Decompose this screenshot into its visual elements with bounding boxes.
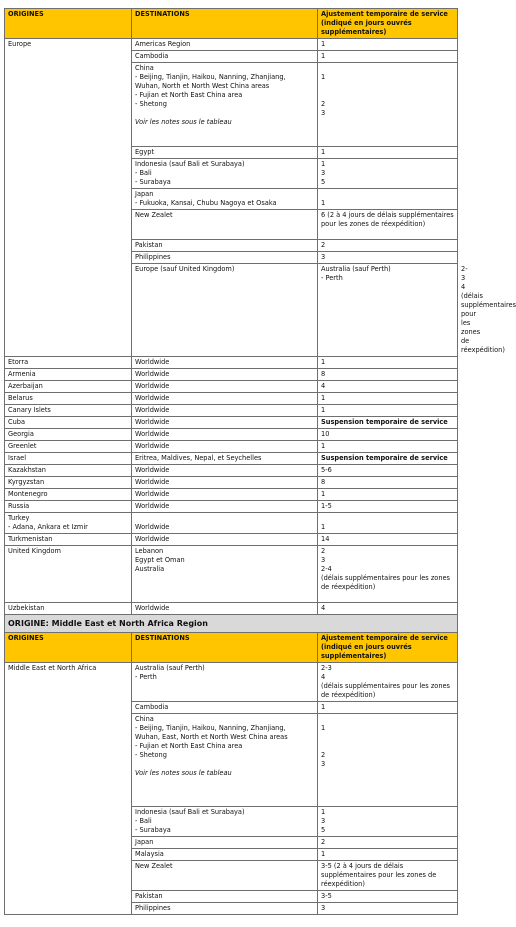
cell-line: 3-5 (2 à 4 jours de délais supplémentaires pour les zones de réexpédition) (321, 862, 437, 888)
adjustment-cell (318, 837, 458, 849)
cell-line: 1 (321, 160, 326, 168)
adjustment-cell (318, 489, 458, 501)
cell-line (321, 796, 454, 805)
cell-line: 1 (321, 724, 326, 732)
cell-line: - Perth (321, 274, 343, 282)
cell-line (321, 118, 454, 127)
cell-line: 1 (321, 73, 326, 81)
origin-cell: Greenlet (5, 441, 132, 453)
cell-line: 1 (321, 40, 326, 48)
cell-line: 10 (321, 430, 330, 438)
cell-line: 4 (321, 604, 326, 612)
table-row (5, 477, 458, 489)
cell-line: 2 (321, 241, 326, 249)
adjustment-cell (318, 381, 458, 393)
destination-cell (132, 534, 318, 546)
cell-line (321, 733, 454, 742)
cell-line: 3 (321, 904, 326, 912)
cell-line: 1-5 (321, 502, 332, 510)
destination-cell (132, 252, 318, 264)
adjustment-cell (318, 477, 458, 489)
cell-line: Australia (sauf Perth) (135, 664, 205, 672)
cell-line: 6 (2 à 4 jours de délais supplémentaires pour les zones de réexpédition) (321, 211, 454, 228)
cell-line: - Fujian et North East China area (135, 91, 243, 99)
cell-line: Japan (135, 190, 154, 198)
cell-line (135, 796, 314, 805)
cell-line (135, 871, 314, 880)
cell-line (321, 82, 454, 91)
cell-line: Worldwide (135, 466, 170, 474)
cell-line (321, 514, 454, 523)
cell-line (135, 760, 314, 769)
cell-line: 1 (321, 199, 326, 207)
section-title-row (5, 615, 458, 633)
header-adjustment: Ajustement temporaire de service (indiqué en jours ouvrés supplémentaires) (318, 633, 458, 663)
adjustment-cell (318, 417, 458, 429)
origin-cell: Azerbaijan (5, 381, 132, 393)
adjustment-cell (318, 429, 458, 441)
cell-line (135, 109, 314, 118)
destination-cell (132, 489, 318, 501)
cell-line (135, 229, 314, 238)
cell-line: 3-5 (321, 892, 332, 900)
cell-line: 5 (321, 178, 326, 186)
cell-line: - Beijing, Tianjin, Haikou, Nanning, Zhanjiang, (135, 724, 286, 732)
cell-line: - Fujian et North East China area (135, 742, 243, 750)
cell-line: 3 (321, 109, 326, 117)
origin-cell: Uzbekistan (5, 603, 132, 615)
cell-line: Philippines (135, 253, 171, 261)
cell-line (135, 574, 314, 583)
header-origins: ORIGINES (5, 9, 132, 39)
cell-line: Pakistan (135, 892, 163, 900)
cell-line: New Zealet (135, 211, 173, 219)
cell-line: Worldwide (135, 442, 170, 450)
cell-line: Voir les notes sous le tableau (135, 118, 232, 126)
origin-cell: Europe (sauf United Kingdom) (132, 264, 318, 357)
cell-line (321, 292, 454, 301)
adjustment-cell (318, 891, 458, 903)
header-adjustment: Ajustement temporaire de service (indiqué en jours ouvrés supplémentaires) (318, 9, 458, 39)
table-row (5, 501, 458, 513)
adjustment-cell (318, 714, 458, 807)
adjustment-cell (318, 240, 458, 252)
adjustment-cell (318, 405, 458, 417)
table-row (5, 465, 458, 477)
destination-cell (132, 417, 318, 429)
table-header-row (5, 633, 458, 663)
table-row (5, 453, 458, 465)
table-row (5, 513, 458, 534)
adjustment-cell (318, 849, 458, 861)
cell-line: 2 (321, 100, 326, 108)
cell-line: Worldwide (135, 478, 170, 486)
cell-line: Malaysia (135, 850, 164, 858)
cell-line: - Surabaya (135, 826, 171, 834)
destination-cell (132, 465, 318, 477)
cell-line: 4 (321, 673, 326, 681)
cell-line (321, 136, 454, 145)
destination-cell (132, 405, 318, 417)
adjustment-cell (318, 252, 458, 264)
cell-line: (délais supplémentaires pour les zones de réexpédition) (321, 574, 450, 591)
adjustment-cell (318, 441, 458, 453)
cell-line: 1 (321, 148, 326, 156)
cell-line (321, 190, 454, 199)
adjustment-cell (318, 210, 458, 240)
section-title: ORIGINE: Middle East et North Africa Region (5, 615, 458, 633)
cell-line (135, 220, 314, 229)
table-row (5, 546, 458, 603)
adjustment-cell (318, 189, 458, 210)
destination-cell (132, 147, 318, 159)
cell-line: Worldwide (135, 523, 170, 531)
cell-line: Egypt (135, 148, 155, 156)
origin-cell: United Kingdom (5, 546, 132, 603)
cell-line: Eritrea, Maldives, Nepal, et Seychelles (135, 454, 262, 462)
destination-cell (132, 393, 318, 405)
cell-line: 3 (321, 169, 326, 177)
cell-line: Worldwide (135, 418, 170, 426)
cell-line: China (135, 715, 154, 723)
adjustment-cell (318, 51, 458, 63)
table-row (5, 357, 458, 369)
header-destinations: DESTINATIONS (132, 633, 318, 663)
cell-line: Worldwide (135, 358, 170, 366)
destination-cell (132, 429, 318, 441)
table-row (5, 417, 458, 429)
cell-line: Worldwide (135, 604, 170, 612)
adjustment-cell (318, 393, 458, 405)
destination-cell (132, 903, 318, 915)
cell-line: - Fukuoka, Kansai, Chubu Nagoya et Osaka (135, 199, 277, 207)
cell-line: 2 (321, 547, 326, 555)
cell-line: Indonesia (sauf Bali et Surabaya) (135, 160, 245, 168)
cell-line: 1 (321, 808, 326, 816)
cell-line (135, 136, 314, 145)
header-destinations: DESTINATIONS (132, 9, 318, 39)
table-row (5, 663, 458, 702)
origin-cell: Middle East et North Africa (5, 663, 132, 915)
cell-line: China (135, 64, 154, 72)
cell-line (321, 64, 454, 73)
cell-line: Worldwide (135, 406, 170, 414)
cell-line: 3 (321, 253, 326, 261)
cell-line: Worldwide (135, 502, 170, 510)
cell-line (135, 787, 314, 796)
cell-line: Cambodia (135, 52, 169, 60)
cell-line: 3 (321, 817, 326, 825)
cell-line: Japan (135, 838, 154, 846)
cell-line: Worldwide (135, 535, 170, 543)
adjustment-cell (318, 147, 458, 159)
destination-cell (132, 240, 318, 252)
cell-line: - Perth (135, 673, 157, 681)
cell-line: Indonesia (sauf Bali et Surabaya) (135, 808, 245, 816)
cell-line: Suspension temporaire de service (321, 454, 448, 462)
cell-line: Worldwide (135, 382, 170, 390)
origin-cell: Canary Islets (5, 405, 132, 417)
table-row (5, 603, 458, 615)
cell-line (135, 778, 314, 787)
table-row (5, 39, 458, 51)
service-adjustment-document (4, 8, 516, 915)
cell-line: 1 (321, 442, 326, 450)
destination-cell (132, 39, 318, 51)
cell-line (135, 880, 314, 889)
cell-line (321, 787, 454, 796)
origin-cell: Turkey - Adana, Ankara et Izmir (5, 513, 132, 534)
destination-cell (132, 210, 318, 240)
cell-line: 1 (321, 703, 326, 711)
cell-line (135, 514, 314, 523)
destination-cell (132, 159, 318, 189)
table-header-row (5, 9, 458, 39)
adjustment-cell (318, 63, 458, 147)
cell-line: - Shetong (135, 100, 167, 108)
cell-line: - Beijing, Tianjin, Haikou, Nanning, Zhanjiang, (135, 73, 286, 81)
cell-line (321, 127, 454, 136)
cell-line (321, 91, 454, 100)
cell-line (135, 691, 314, 700)
destination-cell (132, 51, 318, 63)
cell-line: Americas Region (135, 40, 191, 48)
cell-line: 2-4 (321, 565, 332, 573)
cell-line: 14 (321, 535, 330, 543)
cell-line: Voir les notes sous le tableau (135, 769, 232, 777)
destination-cell (132, 381, 318, 393)
cell-line: 1 (321, 406, 326, 414)
cell-line: 2 (321, 838, 326, 846)
cell-line: Suspension temporaire de service (321, 418, 448, 426)
cell-line (321, 715, 454, 724)
cell-line (321, 283, 454, 292)
cell-line: 1 (321, 358, 326, 366)
service-table (4, 8, 516, 915)
cell-line: Egypt et Oman (135, 556, 185, 564)
destination-cell (132, 807, 318, 837)
adjustment-cell (318, 39, 458, 51)
cell-line: Pakistan (135, 241, 163, 249)
cell-line (135, 592, 314, 601)
cell-line: 1 (321, 52, 326, 60)
cell-line: New Zealet (135, 862, 173, 870)
destination-cell (132, 189, 318, 210)
origin-cell: Kazakhstan (5, 465, 132, 477)
cell-line: 2-3 (321, 664, 332, 672)
origin-cell: Kyrgyzstan (5, 477, 132, 489)
origin-cell: Montenegro (5, 489, 132, 501)
cell-line: 1 (321, 523, 326, 531)
table-row (5, 405, 458, 417)
origin-cell: Belarus (5, 393, 132, 405)
cell-line: 8 (321, 370, 326, 378)
adjustment-cell (318, 465, 458, 477)
origin-cell: Israel (5, 453, 132, 465)
adjustment-cell (318, 534, 458, 546)
table-row (5, 369, 458, 381)
cell-line: - Bali (135, 169, 152, 177)
destination-cell (132, 477, 318, 489)
adjustment-cell (318, 357, 458, 369)
adjustment-cell (318, 603, 458, 615)
table-row (5, 534, 458, 546)
destination-cell (132, 714, 318, 807)
adjustment-cell (318, 513, 458, 534)
destination-cell (132, 357, 318, 369)
cell-line (135, 127, 314, 136)
cell-line: Wuhan, North et North West China areas (135, 82, 270, 90)
adjustment-cell (318, 501, 458, 513)
table-row (5, 381, 458, 393)
cell-line: 8 (321, 478, 326, 486)
table-row (5, 429, 458, 441)
cell-line: Wuhan, East, North et North West China areas (135, 733, 288, 741)
destination-cell (132, 453, 318, 465)
destination-cell (318, 264, 458, 357)
cell-line: Australia (sauf Perth) (321, 265, 391, 273)
cell-line: - Shetong (135, 751, 167, 759)
cell-line: Cambodia (135, 703, 169, 711)
adjustment-cell (318, 453, 458, 465)
cell-line: 2 (321, 751, 326, 759)
destination-cell (132, 546, 318, 603)
cell-line: 3 (321, 556, 326, 564)
cell-line: Worldwide (135, 394, 170, 402)
destination-cell (132, 441, 318, 453)
cell-line: Worldwide (135, 370, 170, 378)
origin-cell: Georgia (5, 429, 132, 441)
cell-line: - Bali (135, 817, 152, 825)
cell-line: Worldwide (135, 430, 170, 438)
cell-line: Australia (135, 565, 165, 573)
destination-cell (132, 369, 318, 381)
header-origins: ORIGINES (5, 633, 132, 663)
cell-line (135, 682, 314, 691)
adjustment-cell (318, 702, 458, 714)
adjustment-cell (318, 663, 458, 702)
cell-line: 1 (321, 850, 326, 858)
cell-line (321, 778, 454, 787)
table-row (5, 441, 458, 453)
origin-cell: Armenia (5, 369, 132, 381)
cell-line: 5 (321, 826, 326, 834)
destination-cell (132, 603, 318, 615)
cell-line: 5-6 (321, 466, 332, 474)
cell-line (321, 742, 454, 751)
destination-cell (132, 849, 318, 861)
origin-cell: Cuba (5, 417, 132, 429)
origin-cell: Turkmenistan (5, 534, 132, 546)
cell-line: (délais supplémentaires pour les zones de réexpédition) (321, 682, 450, 699)
origin-cell: Russia (5, 501, 132, 513)
destination-cell (132, 837, 318, 849)
cell-line: 3 (321, 760, 326, 768)
adjustment-cell (318, 546, 458, 603)
adjustment-cell (318, 807, 458, 837)
cell-line: 1 (321, 490, 326, 498)
cell-line: Philippines (135, 904, 171, 912)
destination-cell (132, 663, 318, 702)
destination-cell (132, 702, 318, 714)
adjustment-cell (318, 159, 458, 189)
adjustment-cell (318, 369, 458, 381)
destination-cell (132, 501, 318, 513)
destination-cell (132, 513, 318, 534)
cell-line: Lebanon (135, 547, 164, 555)
cell-line (135, 583, 314, 592)
cell-line: 1 (321, 394, 326, 402)
adjustment-cell (318, 861, 458, 891)
destination-cell (132, 891, 318, 903)
destination-cell (132, 861, 318, 891)
destination-cell (132, 63, 318, 147)
cell-line (321, 769, 454, 778)
origin-cell: Etorra (5, 357, 132, 369)
cell-line: Worldwide (135, 490, 170, 498)
table-row (5, 489, 458, 501)
origin-cell: Europe (5, 39, 132, 357)
table-row: Europe (sauf United Kingdom) Australia (sauf Perth) - Perth 2-3 4 (délais supplémentaires pour les zones de réexpédition) (5, 264, 458, 357)
adjustment-cell (318, 903, 458, 915)
cell-line: - Surabaya (135, 178, 171, 186)
cell-line: 4 (321, 382, 326, 390)
table-row (5, 393, 458, 405)
